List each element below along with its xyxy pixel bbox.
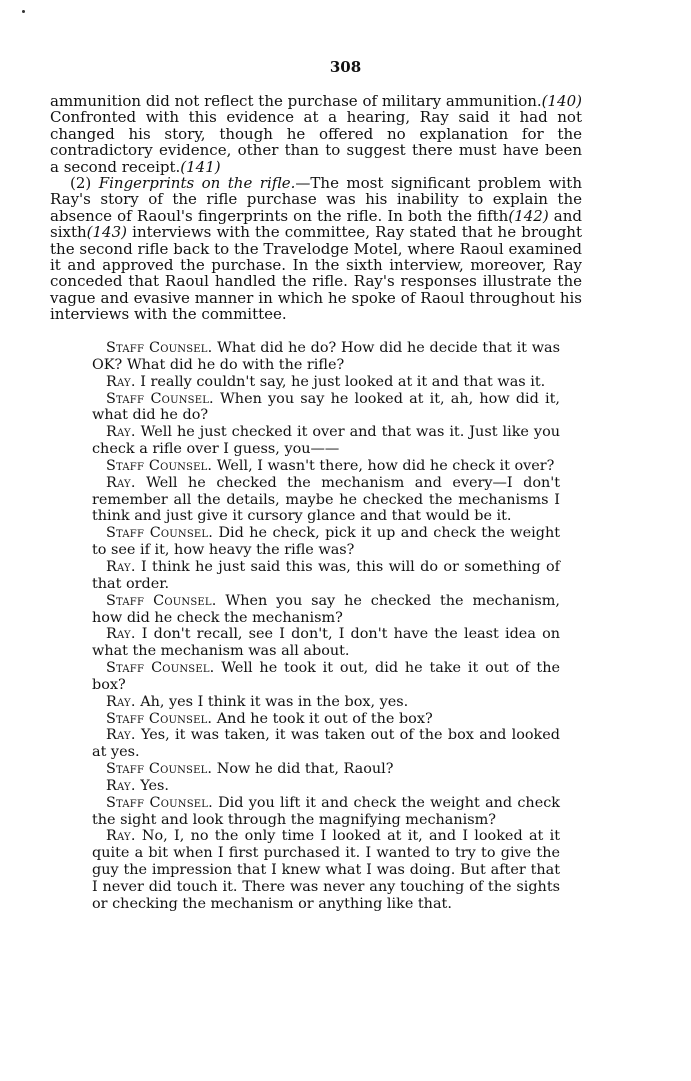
speaker-label: Ray. [106, 558, 136, 575]
paragraph-ammunition [50, 93, 582, 175]
speaker-label: Ray. [106, 424, 136, 441]
footnote-ref: (141) [180, 157, 221, 176]
speaker-label: Staff Counsel. [106, 794, 213, 811]
transcript-exchange [92, 475, 560, 526]
speaker-label: Staff Counsel. [106, 761, 213, 778]
speaker-label: Staff Counsel. [106, 457, 213, 474]
transcript-exchange [92, 711, 560, 728]
paragraph-text: and sixth [50, 206, 582, 242]
body-text [50, 93, 582, 323]
transcript-text: And he took it out of the box? [212, 710, 433, 727]
transcript-text: I think he just said this was, this will do or something of that order. [92, 558, 560, 592]
speaker-label: Ray. [106, 373, 136, 390]
paragraph-text: ammunition did not reflect the purchase of military ammunition. [50, 92, 542, 110]
footnote-ref: (140) [541, 92, 582, 110]
scan-speck [22, 10, 25, 13]
transcript-text: When you say he checked the mechanism, how did he check the mechanism? [92, 592, 560, 626]
transcript-exchange [92, 559, 560, 593]
footnote-ref: (143) [86, 223, 127, 242]
transcript-text: Yes, it was taken, it was taken out of the box and looked at yes. [92, 727, 560, 761]
paragraph-text: Confronted with this evidence at a hearing, Ray said it had not changed his story, though he offered no explanation for the contradictory evidence, other than to suggest there must have been a second receipt. [50, 108, 582, 176]
transcript-text: I don't recall, see I don't, I don't have the least idea on what the mechanism was all about. [92, 626, 560, 660]
speaker-label: Staff Counsel. [106, 710, 213, 727]
speaker-label: Ray. [106, 626, 136, 643]
transcript-text: I really couldn't say, he just looked at it and that was it. [135, 373, 546, 390]
speaker-label: Ray. [106, 474, 136, 491]
footnote-ref: (142) [508, 206, 549, 225]
speaker-label: Ray. [106, 828, 136, 845]
page-number: 308 [329, 58, 362, 76]
paragraph-fingerprints [50, 175, 582, 323]
transcript-exchange [92, 694, 560, 711]
transcript-exchange [92, 660, 560, 694]
transcript-exchange [92, 727, 560, 761]
transcript-exchange [92, 458, 560, 475]
speaker-label: Staff Counsel. [106, 340, 213, 356]
section-number: (2) [70, 174, 99, 193]
transcript-exchange [92, 593, 560, 627]
transcript-exchange [92, 795, 560, 829]
transcript-text: Now he did that, Raoul? [212, 761, 394, 778]
transcript-text: Well, I wasn't there, how did he check it over? [212, 457, 555, 474]
transcript-exchange [92, 828, 560, 912]
transcript-exchange [92, 525, 560, 559]
speaker-label: Staff Counsel. [106, 525, 214, 542]
transcript-exchange [92, 391, 560, 425]
paragraph-text: interviews with the committee, Ray stated that he brought the second rifle back to the Travelodge Motel, where Raoul examined it and approved the purchase. In the sixth interview, moreover, Ray conceded that Raoul handled the rifle. Ray's responses illustrate the vague and evasive manner in which he spoke of Raoul throughout his interviews with the committee. [50, 223, 582, 324]
transcript-exchange [92, 424, 560, 458]
speaker-label: Staff Counsel. [106, 592, 217, 609]
transcript-text: What did he do? How did he decide that it was OK? What did he do with the rifle? [92, 340, 560, 373]
transcript-text: When you say he looked at it, ah, how did it, what did he do? [92, 390, 560, 424]
speaker-label: Ray. [106, 727, 136, 744]
transcript-exchange [92, 778, 560, 795]
speaker-label: Ray. [106, 777, 136, 794]
transcript-text: Yes. [135, 777, 169, 794]
transcript-text: Ah, yes I think it was in the box, yes. [135, 693, 409, 710]
interview-transcript [92, 340, 560, 913]
transcript-text: No, I, no the only time I looked at it, and I looked at it quite a bit when I first purchased it. I wanted to try to give the guy the impression that I knew what I was doing. But after that I never did touch it. There was never any touching of the sights or checking the mechanism or anything like that. [92, 828, 560, 912]
transcript-text: Did you lift it and check the weight and check the sight and look through the magnifying mechanism? [92, 794, 560, 828]
transcript-text: Did he check, pick it up and check the weight to see if it, how heavy the rifle was? [92, 525, 560, 559]
speaker-label: Staff Counsel. [106, 390, 214, 407]
transcript-text: Well he checked the mechanism and every—I don't remember all the details, maybe he checked the mechanisms I think and just give it cursory glance and that would be it. [92, 474, 560, 525]
paragraph-text: —The most significant problem with Ray's story of the rifle purchase was his inability to explain the absence of Raoul's fingerprints on the rifle. In both the fifth [50, 174, 582, 225]
transcript-exchange [92, 761, 560, 778]
transcript-text: Well he took it out, did he take it out of the box? [92, 660, 560, 693]
transcript-text: Well he just checked it over and that was it. Just like you check a rifle over I guess, you—— [92, 424, 560, 458]
transcript-exchange [92, 374, 560, 391]
transcript-exchange [92, 626, 560, 660]
transcript-exchange [92, 340, 560, 374]
section-heading: Fingerprints on the rifle. [98, 174, 296, 193]
speaker-label: Ray. [106, 693, 136, 710]
speaker-label: Staff Counsel. [106, 660, 215, 677]
